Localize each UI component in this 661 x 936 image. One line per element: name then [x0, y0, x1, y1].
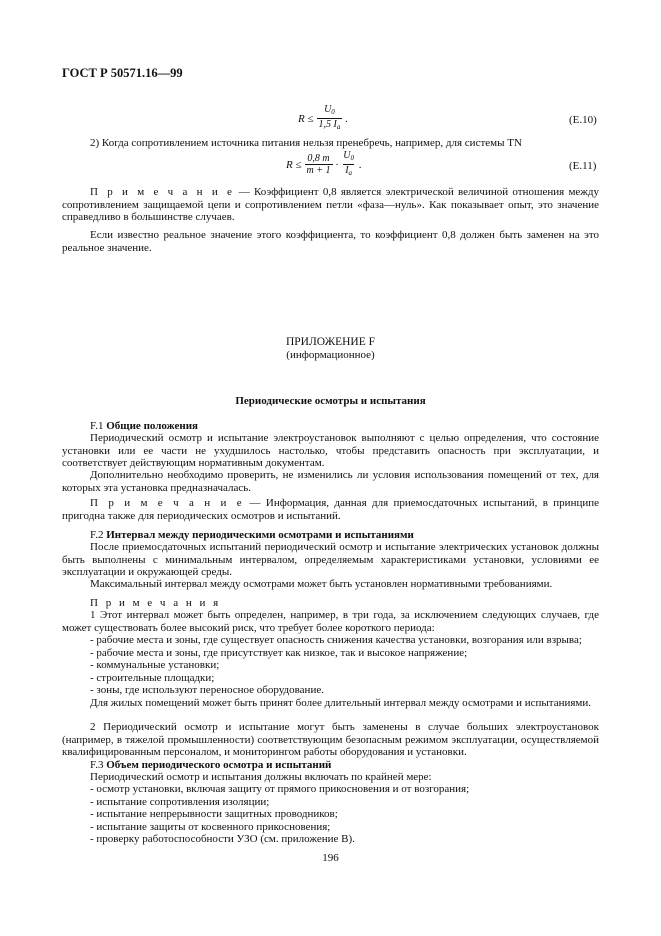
- paragraph-f2-1: После приемосдаточных испытаний периодический осмотр и испытание электрических установок должны быть выполнены с минимальным интервалом, определяемым характеристиками установки, условиями ее эксплуатации и окружающей среды.: [62, 541, 599, 578]
- note-periodic-label: П р и м е ч а н и е: [90, 497, 245, 509]
- formula-e10-num: U: [324, 104, 332, 115]
- heading-f3-number: F.3: [90, 759, 107, 771]
- paragraph-f1-1: Периодический осмотр и испытание электроустановок выполняют с целью определения, что состояние установки или ее части не ухудшилось настолько, чтобы представить опасность при эксплуатации, и соответствует действующим нормативным документам.: [62, 432, 599, 469]
- heading-f1-number: F.1: [90, 420, 107, 432]
- formula-e11-lhs: R ≤: [286, 158, 302, 171]
- page-number: 196: [322, 852, 339, 864]
- list-item: - коммунальные установки;: [90, 659, 220, 671]
- formula-e11-frac2-num: U: [343, 150, 351, 161]
- appendix-subtitle: (информационное): [286, 349, 375, 361]
- heading-f1-title: Общие положения: [106, 420, 198, 432]
- formula-e10: [298, 104, 348, 133]
- formula-e11-frac1-num: 0,8 m: [307, 153, 330, 164]
- list-risk-cases: [62, 634, 599, 697]
- heading-f3: [62, 759, 599, 772]
- note-periodic: [62, 497, 599, 522]
- list-item: - проверку работоспособности УЗО (см. приложение В).: [90, 833, 355, 845]
- formula-e10-num-sub: 0: [331, 108, 335, 116]
- list-item: - испытание сопротивления изоляции;: [90, 795, 270, 808]
- formula-e11-tail: .: [358, 158, 362, 171]
- note-coefficient-continued: Если известно реальное значение этого коэффициента, то коэффициент 0,8 должен быть заменен на это реальное значение.: [62, 229, 599, 254]
- notes-label: П р и м е ч а н и я: [90, 597, 221, 609]
- list-item: - рабочие места и зоны, где присутствует как низкое, так и высокое напряжение;: [90, 646, 468, 659]
- note-f2-2: 2 Периодический осмотр и испытание могут быть заменены в случае больших электроустановок (например, в тяжелой промышленности) соответствующим безопасным режимом эксплуатации, осуществляемой квалифицированным персоналом, и мониторингом работы оборудования и установки.: [62, 721, 599, 758]
- formula-e10-lhs: R ≤: [298, 112, 314, 125]
- list-item: - рабочие места и зоны, где существует опасность снижения качества установки, возгорания или взрыва;: [90, 634, 582, 646]
- formula-e10-den-sub: a: [336, 123, 341, 131]
- formula-e11-fraction-1: [305, 153, 333, 176]
- formula-e11: [286, 150, 362, 179]
- formula-e11-frac2-num-sub: 0: [350, 154, 354, 162]
- list-item: - осмотр установки, включая защиту от прямого прикосновения и от возгорания;: [90, 783, 470, 795]
- heading-f3-title: Объем периодического осмотра и испытаний: [106, 759, 332, 771]
- document-header: ГОСТ Р 50571.16—99: [62, 66, 183, 80]
- formula-e11-fraction-2: [341, 150, 356, 179]
- formula-e11-frac2-den-sub: a: [348, 169, 353, 177]
- formula-e10-fraction: [317, 104, 343, 133]
- heading-f1: [62, 420, 599, 433]
- note-periodic-text: — Информация, данная для приемосдаточных испытаний, в принципе пригодна также для периодических осмотров и испытаний.: [62, 497, 599, 522]
- note-f2-1-end: Для жилых помещений может быть принят более длительный интервал между осмотрами и испытаниями.: [90, 697, 592, 709]
- note-coefficient-text: — Коэффициент 0,8 является электрической величиной отношения между сопротивлением защищаемой цепи и сопротивлением петли «фаза—нуль». Как показывает опыт, это значение справедливо в большинстве случаев.: [62, 186, 599, 223]
- formula-e11-frac1-den: m + 1: [306, 165, 331, 176]
- list-item: - строительные площадки;: [90, 671, 215, 684]
- list-item: - испытание защиты от косвенного прикосновения;: [90, 820, 331, 833]
- list-item: - зоны, где используют переносное оборудование.: [90, 684, 324, 696]
- list-item: - испытание непрерывности защитных проводников;: [90, 808, 338, 820]
- note-coefficient-label: П р и м е ч а н и е: [90, 186, 235, 198]
- paragraph-f1-2: Дополнительно необходимо проверить, не изменились ли условия использования помещений от тех, для которых эта установка предназначалась.: [62, 469, 599, 494]
- formula-e11-frac2-den: I: [345, 165, 349, 176]
- note-f2-1: 1 Этот интервал может быть определен, например, в три года, за исключением следующих случаев, где может существовать более высокий риск, что требует более короткого периода:: [62, 609, 599, 634]
- formula-e10-label: (E.10): [569, 114, 597, 126]
- section-title: Периодические осмотры и испытания: [235, 395, 426, 407]
- list-scope: [62, 783, 599, 846]
- formula-e11-label: (E.11): [569, 160, 597, 172]
- paragraph-f3-1: Периодический осмотр и испытания должны включать по крайней мере:: [90, 771, 432, 783]
- heading-f2-number: F.2: [90, 529, 107, 541]
- heading-f2-title: Интервал между периодическими осмотрами и испытаниями: [106, 529, 414, 541]
- paragraph-f2-2: Максимальный интервал между осмотрами может быть установлен нормативными требованиями.: [90, 578, 553, 590]
- note-coefficient: [62, 186, 599, 224]
- formula-e10-tail: .: [345, 112, 349, 125]
- paragraph-case2: 2) Когда сопротивлением источника питания нельзя пренебречь, например, для системы TN: [90, 137, 522, 149]
- formula-e11-dot: ·: [335, 158, 339, 171]
- heading-f2: [62, 529, 599, 542]
- appendix-title: ПРИЛОЖЕНИЕ F: [285, 336, 376, 348]
- formula-e10-den: 1,5 I: [318, 119, 337, 130]
